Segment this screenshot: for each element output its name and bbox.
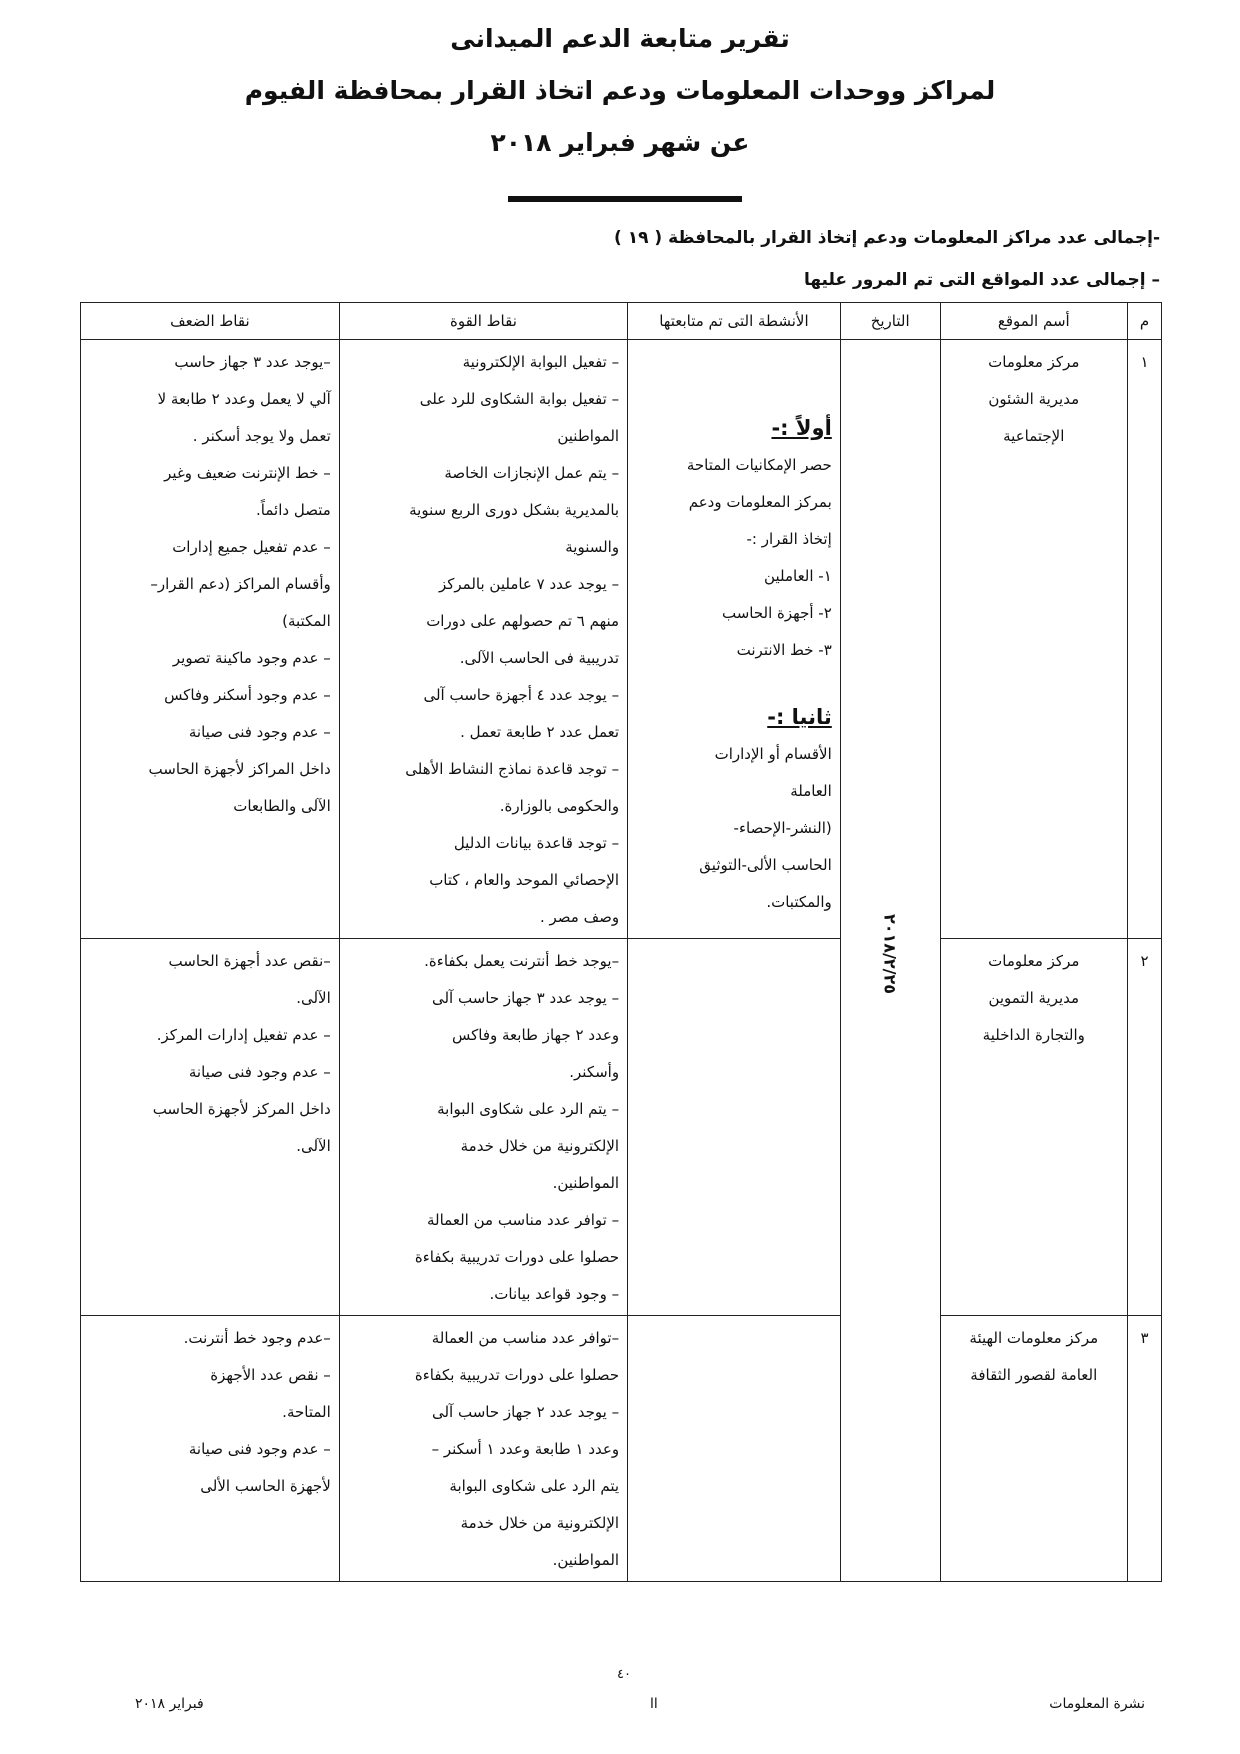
site-line: مديرية الشئون (988, 390, 1080, 408)
activity-line: ١- العاملين (764, 567, 832, 585)
strength-line: الإلكترونية من خلال خدمة (460, 1514, 620, 1532)
weakness-line: – نقص عدد الأجهزة (210, 1366, 331, 1384)
weakness-line: –يوجد عدد ٣ جهاز حاسب (174, 353, 331, 371)
strength-line: – يتم عمل الإنجازات الخاصة (444, 464, 620, 482)
footer-mark: اا (650, 1696, 658, 1712)
title-divider (508, 196, 742, 202)
strength-line: تدريبية فى الحاسب الآلى. (459, 649, 620, 667)
strength-line: – توجد قاعدة نماذج النشاط الأهلى (405, 760, 620, 778)
weakness-line: –نقص عدد أجهزة الحاسب (168, 952, 331, 970)
weakness-line: الآلى. (296, 989, 331, 1007)
table-row (81, 939, 1162, 1316)
activity-line: ٢- أجهزة الحاسب (721, 604, 832, 622)
strength-line: وصف مصر . (539, 908, 620, 926)
activity-line: الحاسب الألى-التوثيق (699, 856, 832, 874)
weakness-line: آلي لا يعمل وعدد ٢ طابعة لا (157, 390, 331, 408)
activity-line: إتخاذ القرار :- (746, 530, 832, 548)
strength-line: منهم ٦ تم حصولهم على دورات (426, 612, 620, 630)
row-date (840, 340, 940, 1582)
row-activities (628, 340, 841, 939)
report-period: عن شهر فبراير ٢٠١٨ (490, 128, 750, 157)
report-subtitle: لمراكز ووحدات المعلومات ودعم اتخاذ القرار بمحافظة الفيوم (244, 76, 996, 105)
strength-line: المواطنين (557, 427, 620, 445)
row-num: ٢ (1128, 939, 1162, 1316)
strength-line: – يوجد عدد ٧ عاملين بالمركز (438, 575, 620, 593)
weakness-line: – عدم وجود فنى صيانة (188, 723, 331, 741)
table-row (81, 1316, 1162, 1582)
site-line: مركز معلومات (988, 353, 1080, 371)
site-line: مديرية التموين (988, 989, 1080, 1007)
weakness-line: – عدم وجود فنى صيانة (188, 1440, 331, 1458)
weakness-line: الآلى. (296, 1137, 331, 1155)
row-strengths (339, 1316, 627, 1582)
strength-line: وأسكنر. (569, 1063, 620, 1081)
activity-line: (النشر-الإحصاء- (733, 819, 832, 837)
strength-line: – تفعيل بوابة الشكاوى للرد على (419, 390, 620, 408)
strength-line: حصلوا على دورات تدريبية بكفاءة (414, 1366, 620, 1384)
strength-line: – وجود قواعد بيانات. (489, 1285, 620, 1303)
strength-line: – توجد قاعدة بيانات الدليل (453, 834, 620, 852)
weakness-line: المكتبة) (282, 612, 331, 630)
weakness-line: – خط الإنترنت ضعيف وغير (164, 464, 331, 482)
site-line: الإجتماعية (1003, 427, 1065, 445)
report-title: تقرير متابعة الدعم الميدانى (450, 24, 790, 53)
page-number: ٤٠ (617, 1667, 631, 1682)
weakness-line: – عدم تفعيل جميع إدارات (172, 538, 331, 556)
activity-line: ٣- خط الانترنت (736, 641, 832, 659)
strength-line: – يوجد عدد ٢ جهاز حاسب آلى (431, 1403, 620, 1421)
site-line: العامة لقصور الثقافة (970, 1366, 1098, 1384)
row-activities-empty (628, 939, 841, 1316)
footer-publication: نشرة المعلومات (1049, 1696, 1145, 1712)
strength-line: – يتم الرد على شكاوى البوابة (437, 1100, 620, 1118)
row-site (940, 1316, 1127, 1582)
activity-line: والمكتبات. (766, 893, 832, 911)
strength-line: – تفعيل البوابة الإلكترونية (462, 353, 620, 371)
summary-visited-sites: – إجمالى عدد المواقع التى تم المرور عليها (803, 270, 1160, 290)
weakness-line: – عدم تفعيل إدارات المركز. (156, 1026, 331, 1044)
visit-date: ٢٠١٨/٢/٢٥ (880, 914, 900, 995)
weakness-line: لأجهزة الحاسب الألى (200, 1477, 331, 1495)
footer-month: فبراير ٢٠١٨ (135, 1696, 204, 1712)
strength-line: –توافر عدد مناسب من العمالة (431, 1329, 620, 1347)
strength-line: – يوجد عدد ٣ جهاز حاسب آلى (431, 989, 620, 1007)
strength-line: – توافر عدد مناسب من العمالة (427, 1211, 620, 1229)
row-site (940, 340, 1127, 939)
activity-line: بمركز المعلومات ودعم (688, 493, 832, 511)
weakness-line: – عدم وجود ماكينة تصوير (172, 649, 331, 667)
strength-line: المواطنين. (552, 1551, 620, 1569)
strength-line: –يوجد خط أنترنت يعمل بكفاءة. (424, 952, 620, 970)
row-site (940, 939, 1127, 1316)
strength-line: وعدد ٢ جهاز طابعة وفاكس (452, 1026, 620, 1044)
row-weaknesses (81, 939, 340, 1316)
weakness-line: –عدم وجود خط أنترنت. (183, 1329, 331, 1347)
row-weaknesses (81, 340, 340, 939)
row-strengths (339, 939, 627, 1316)
weakness-line: – عدم وجود فنى صيانة (188, 1063, 331, 1081)
row-num: ١ (1128, 340, 1162, 939)
weakness-line: داخل المركز لأجهزة الحاسب (152, 1100, 331, 1118)
row-strengths (339, 340, 627, 939)
site-line: والتجارة الداخلية (982, 1026, 1085, 1044)
weakness-line: وأقسام المراكز (دعم القرار– (150, 575, 331, 593)
site-line: مركز معلومات (988, 952, 1080, 970)
activities-heading-second: ثانيا :- (767, 705, 832, 729)
header-site: أسم الموقع (940, 303, 1127, 340)
strength-line: تعمل عدد ٢ طابعة تعمل . (460, 723, 620, 741)
row-activities-empty (628, 1316, 841, 1582)
activity-line: الأقسام أو الإدارات (714, 745, 832, 763)
header-num: م (1128, 303, 1162, 340)
strength-line: حصلوا على دورات تدريبية بكفاءة (414, 1248, 620, 1266)
activity-line: حصر الإمكانيات المتاحة (686, 456, 832, 474)
weakness-line: داخل المراكز لأجهزة الحاسب (148, 760, 331, 778)
weakness-line: المتاحة. (282, 1403, 331, 1421)
activity-line: العاملة (790, 782, 832, 800)
header-strengths: نقاط القوة (339, 303, 627, 340)
weakness-line: متصل دائماً. (256, 501, 331, 519)
strength-line: بالمديرية بشكل دورى الربع سنوية (409, 501, 620, 519)
table-row (81, 340, 1162, 939)
strength-line: والحكومى بالوزارة. (499, 797, 620, 815)
row-weaknesses (81, 1316, 340, 1582)
weakness-line: الآلى والطابعات (233, 797, 331, 815)
strength-line: والسنوية (565, 538, 620, 556)
strength-line: الإلكترونية من خلال خدمة (460, 1137, 620, 1155)
strength-line: يتم الرد على شكاوى البوابة (449, 1477, 620, 1495)
table-header-row (81, 303, 1162, 340)
strength-line: وعدد ١ طابعة وعدد ١ أسكنر – (431, 1440, 620, 1458)
weakness-line: – عدم وجود أسكنر وفاكس (164, 686, 331, 704)
strength-line: – يوجد عدد ٤ أجهزة حاسب آلى (423, 686, 620, 704)
header-activities: الأنشطة التى تم متابعتها (628, 303, 841, 340)
site-line: مركز معلومات الهيئة (969, 1329, 1099, 1347)
summary-total-centers: -إجمالى عدد مراكز المعلومات ودعم إتخاذ القرار بالمحافظة ( ١٩ ) (614, 228, 1160, 248)
strength-line: المواطنين. (552, 1174, 620, 1192)
strength-line: الإحصائي الموحد والعام ، كتاب (429, 871, 620, 889)
follow-up-table (80, 302, 1162, 1582)
header-weaknesses: نقاط الضعف (81, 303, 340, 340)
row-num: ٣ (1128, 1316, 1162, 1582)
weakness-line: تعمل ولا يوجد أسكنر . (192, 427, 331, 445)
header-date: التاريخ (840, 303, 940, 340)
activities-heading-first: أولاً :- (771, 416, 832, 440)
